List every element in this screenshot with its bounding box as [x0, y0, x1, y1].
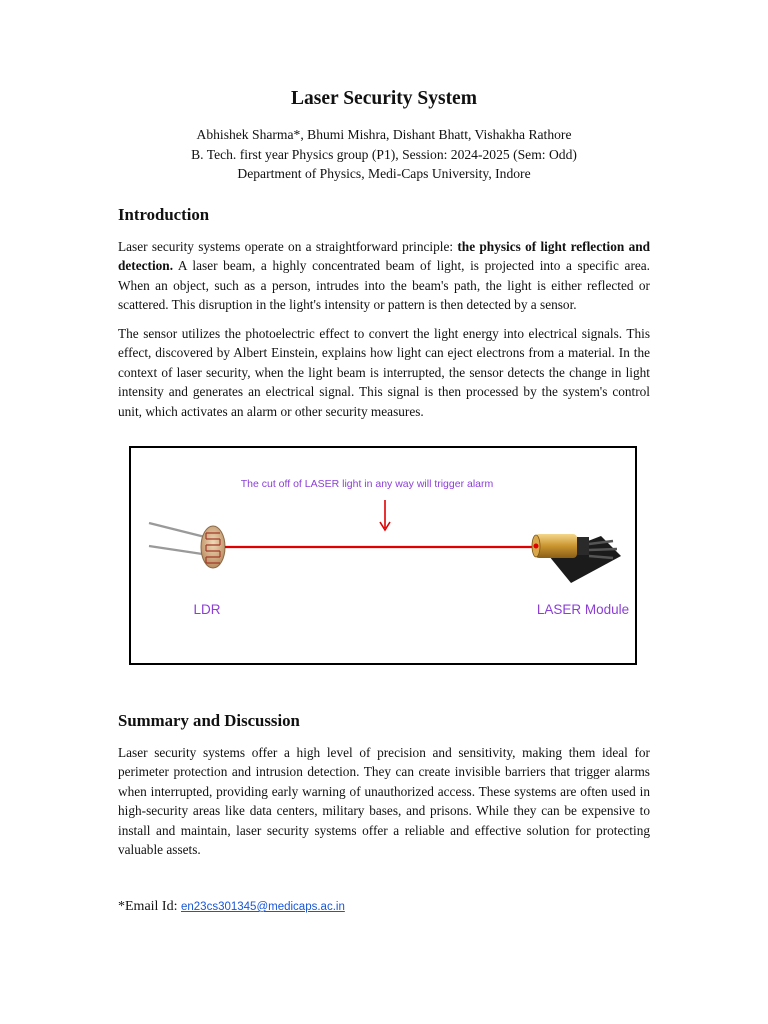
ldr-label: LDR [193, 602, 221, 617]
figure-caption: The cut off of LASER light in any way will trigger alarm [240, 478, 494, 490]
intro-text-end: A laser beam, a highly concentrated beam of light, is projected into a specific area. When an object, such as a person, intrudes into the beam's path, the light is either reflected or scattered. This disruption in the light's intensity or pattern is then detected by a sensor. [118, 258, 650, 313]
laser-diagram [131, 448, 635, 663]
laser-module-icon [532, 534, 621, 583]
introduction-heading: Introduction [118, 205, 210, 224]
intro-text-bold: the physics of light reflection and detection. [118, 239, 651, 274]
intro-text-start: Laser security systems operate on a straightforward principle: [118, 239, 458, 254]
introduction-paragraph-2: The sensor utilizes the photoelectric effect to convert the light energy into electrical signals. This effect, discovered by Albert Einstein, explains how light can eject electrons from a material. In the context of laser security, when the light beam is interrupted, the sensor detects the change in light intensity and generates an electrical signal. This signal is then processed by the system's control unit, which activates an alarm or other security measures. [118, 326, 650, 419]
laser-diagram-figure [129, 446, 637, 665]
author-block [118, 125, 650, 184]
paper-title: Laser Security System [291, 88, 477, 109]
email-link[interactable]: en23cs301345@medicaps.ac.in [181, 901, 345, 913]
author-group: B. Tech. first year Physics group (P1), Session: 2024-2025 (Sem: Odd) [191, 146, 577, 162]
email-label: *Email Id: [118, 899, 178, 914]
email-footnote [118, 899, 345, 915]
summary-paragraph: Laser security systems offer a high level of precision and sensitivity, making them ideal for perimeter protection and intrusion detection. They can create invisible barriers that trigger alarms when interrupted, providing early warning of unauthorized access. These systems are often used in high-security areas like data centers, military bases, and prisons. While they can be expensive to install and maintain, laser security systems offer a reliable and effective solution for protecting valuable assets. [118, 745, 650, 858]
laser-module-label: LASER Module [536, 602, 630, 617]
author-affiliation: Department of Physics, Medi-Caps University, Indore [237, 166, 531, 181]
ldr-sensor-icon [149, 523, 225, 568]
introduction-paragraph-1 [118, 237, 650, 315]
summary-heading: Summary and Discussion [118, 711, 300, 730]
author-names: Abhishek Sharma*, Bhumi Mishra, Dishant Bhatt, Vishakha Rathore [196, 127, 572, 142]
down-arrow-icon [380, 500, 390, 530]
